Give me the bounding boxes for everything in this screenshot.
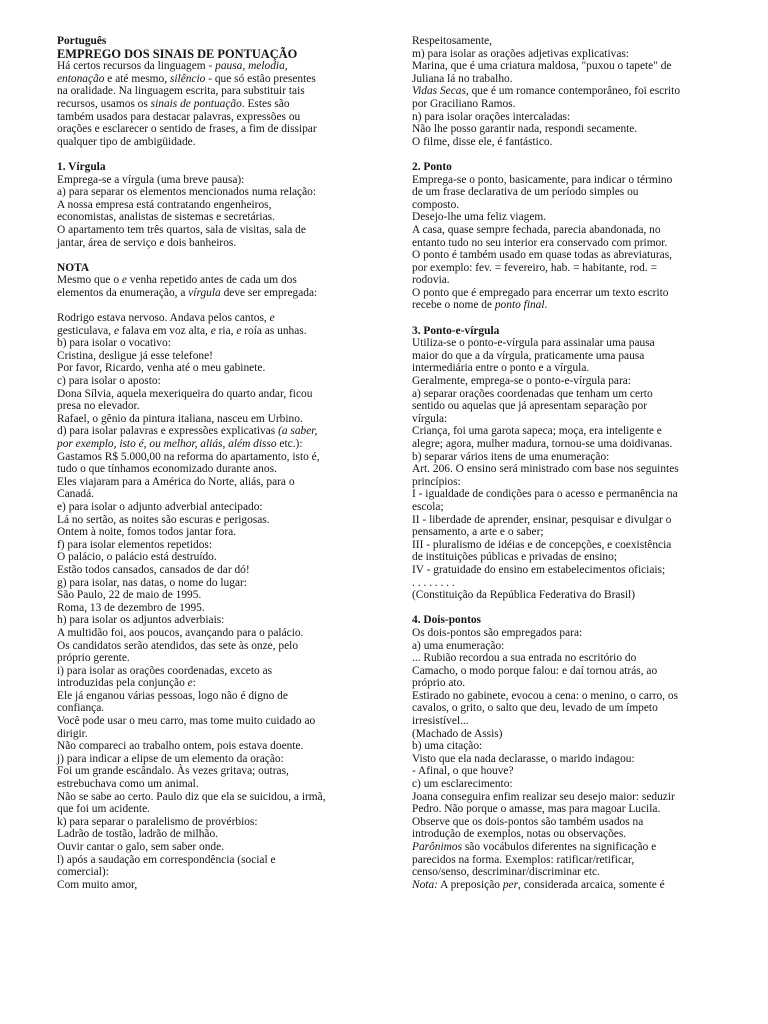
text-line: Desejo-lhe uma feliz viagem.: [412, 211, 547, 224]
text-line: Geralmente, emprega-se o ponto-e-vírgula para:: [412, 375, 631, 388]
text-line: f) para isolar elementos repetidos:: [57, 538, 212, 551]
text-line: princípios:: [412, 475, 461, 488]
section-title-ponto: 2. Ponto: [412, 160, 452, 173]
text-line: Criança, foi uma garota sapeca; moça, era inteligente e: [412, 425, 662, 438]
text-line: O palácio, o palácio está destruído.: [57, 551, 217, 564]
section-title-ponto-e-virgula: 3. Ponto-e-vírgula: [412, 324, 500, 337]
text-line: parecidos na forma. Exemplos: ratificar/retificar,: [412, 853, 635, 866]
text-line: O ponto que é empregado para encerrar um texto escrito: [412, 286, 669, 299]
intro-line: Há certos recursos da linguagem - pausa, melodia,: [57, 60, 288, 73]
text-line: Utiliza-se o ponto-e-vírgula para assinalar uma pausa: [412, 337, 655, 350]
text-line: . . . . . . . .: [412, 576, 455, 589]
text-line: l) após a saudação em correspondência (social e: [57, 853, 276, 866]
intro-line: também usados para destacar palavras, expressões ou: [57, 110, 301, 123]
text-line: IV - gratuidade do ensino em estabelecimentos oficiais;: [412, 563, 666, 576]
text-line: Marina, que é uma criatura maldosa, "puxou o tapete" de: [412, 60, 672, 73]
section-title-dois-pontos: 4. Dois-pontos: [412, 614, 481, 627]
section-virgula-body: [57, 174, 357, 250]
intro-line: recursos, usamos os sinais de pontuação. Estes são: [57, 97, 290, 110]
text-line: entanto tudo no seu interior era conservado com primor.: [412, 236, 668, 249]
text-line: Ele já enganou várias pessoas, logo não é digno de: [57, 689, 288, 702]
text-line: escola;: [412, 500, 444, 513]
text-line: Com muito amor,: [57, 878, 138, 891]
text-line: Estirado no gabinete, evocou a cena: o menino, o carro, os: [412, 689, 679, 702]
text-line: Emprega-se o ponto, basicamente, para indicar o término: [412, 173, 673, 186]
text-line: presa no elevador.: [57, 400, 140, 413]
intro-paragraph: [57, 60, 357, 148]
text-line: - Afinal, o que houve?: [412, 765, 514, 778]
text-line: cavalos, o grito, o salto que deu, levado de um ímpeto: [412, 702, 658, 715]
text-line: de instituições públicas e privadas de ensino;: [412, 551, 617, 564]
text-line: O ponto é também usado em quase todas as abreviaturas,: [412, 249, 673, 262]
text-line: e) para isolar o adjunto adverbial antecipado:: [57, 500, 263, 513]
text-line: Você pode usar o meu carro, mas tome muito cuidado ao: [57, 715, 316, 728]
text-line: g) para isolar, nas datas, o nome do lugar:: [57, 576, 247, 589]
text-line: jantar, área de serviço e dois banheiros.: [57, 236, 237, 249]
intro-line: qualquer tipo de ambigüidade.: [57, 135, 196, 148]
subject-label: Português: [57, 35, 107, 47]
virgula-continued: [412, 35, 712, 148]
page-title: EMPREGO DOS SINAIS DE PONTUAÇÃO: [57, 46, 298, 61]
text-line: Parônimos são vocábulos diferentes na significação e: [412, 841, 657, 853]
text-line: tudo o que tínhamos economizado durante anos.: [57, 463, 277, 476]
text-line: n) para isolar orações intercaladas:: [412, 110, 571, 123]
text-line: Canadá.: [57, 488, 95, 501]
text-line: por exemplo, isto é, ou melhor, aliás, além disso etc.):: [57, 438, 303, 450]
text-line: Observe que os dois-pontos são também usados na: [412, 815, 644, 828]
section-title-virgula: 1. Vírgula: [57, 160, 106, 173]
text-line: d) para isolar palavras e expressões explicativas (a saber,: [57, 425, 318, 438]
text-line: Camacho, o modo porque falou: e daí tornou atrás, ao: [412, 664, 658, 677]
text-line: m) para isolar as orações adjetivas explicativas:: [412, 47, 629, 60]
virgula-examples: [57, 312, 357, 891]
text-line: Rodrigo estava nervoso. Andava pelos cantos, e: [57, 312, 275, 325]
text-line: Lá no sertão, as noites são escuras e perigosas.: [57, 513, 270, 526]
text-line: composto.: [412, 198, 460, 211]
text-line: k) para separar o paralelismo de provérbios:: [57, 815, 258, 828]
text-line: Roma, 13 de dezembro de 1995.: [57, 601, 205, 614]
text-line: censo/senso, descriminar/discriminar etc.: [412, 866, 600, 879]
text-line: a) separar orações coordenadas que tenham um certo: [412, 387, 653, 400]
text-line: que foi um acidente.: [57, 803, 150, 816]
text-line: dirigir.: [57, 727, 88, 740]
text-line: Vidas Secas, que é um romance contemporâneo, foi escrito: [412, 85, 681, 98]
nota-line: elementos da enumeração, a vírgula deve ser empregada:: [57, 286, 318, 299]
text-line: Joana conseguira enfim realizar seu desejo maior: seduzir: [412, 790, 675, 803]
text-line: alegre; agora, mulher madura, tornou-se uma doidivanas.: [412, 438, 673, 450]
text-line: confiança.: [57, 702, 105, 715]
nota-line: Mesmo que o e venha repetido antes de cada um dos: [57, 274, 297, 287]
text-line: Gastamos R$ 5.000,00 na reforma do apartamento, isto é,: [57, 450, 320, 463]
text-line: Ontem à noite, fomos todos jantar fora.: [57, 526, 237, 539]
intro-line: entonação e até mesmo, silêncio - que só estão presentes: [57, 72, 316, 85]
text-line: irresistível...: [412, 715, 469, 728]
text-line: pensamento, a arte e o saber;: [412, 526, 544, 539]
text-line: comercial):: [57, 866, 109, 879]
text-line: (Constituição da República Federativa do Brasil): [412, 589, 636, 602]
text-line: A multidão foi, aos poucos, avançando para o palácio.: [57, 626, 304, 639]
text-line: I - igualdade de condições para o acesso e permanência na: [412, 488, 678, 501]
text-line: Nota: A preposição per, considerada arcaica, somente é: [412, 878, 665, 891]
nota-body: [57, 274, 357, 299]
text-line: Pedro. Não porque o amasse, mas para magoar Lucila.: [412, 803, 661, 816]
text-line: por exemplo: fev. = fevereiro, hab. = habitante, rod. =: [412, 261, 657, 274]
text-line: Respeitosamente,: [412, 35, 493, 47]
text-line: de um frase declarativa de um período simples ou: [412, 186, 639, 199]
text-line: c) um esclarecimento:: [412, 778, 513, 791]
section-ponto-body: [412, 174, 712, 313]
text-line: Estão todos cansados, cansados de dar dó!: [57, 563, 250, 576]
text-line: Foi um grande escândalo. Às vezes gritava; outras,: [57, 765, 289, 778]
text-line: a) para separar os elementos mencionados numa relação:: [57, 186, 317, 199]
text-line: Os candidatos serão atendidos, das sete às onze, pelo: [57, 639, 299, 652]
section-ponto-e-virgula-body: [412, 337, 712, 601]
text-line: estrebuchava como um animal.: [57, 778, 199, 791]
text-line: A casa, quase sempre fechada, parecia abandonada, no: [412, 223, 661, 236]
text-line: j) para indicar a elipse de um elemento da oração:: [57, 752, 284, 765]
text-line: i) para isolar as orações coordenadas, exceto as: [57, 664, 273, 677]
text-line: sentido ou aquelas que já apresentam separação por: [412, 400, 647, 413]
text-line: próprio gerente.: [57, 652, 130, 665]
text-line: Art. 206. O ensino será ministrado com base nos seguintes: [412, 463, 679, 476]
text-line: introdução de exemplos, notas ou observações.: [412, 828, 627, 841]
text-line: O apartamento tem três quartos, sala de visitas, sala de: [57, 223, 306, 236]
section-dois-pontos-body: [412, 627, 712, 891]
right-column: [412, 35, 712, 891]
text-line: Juliana lá no trabalho.: [412, 72, 513, 85]
text-line: O filme, disse ele, é fantástico.: [412, 135, 553, 148]
text-line: Eles viajaram para a América do Norte, aliás, para o: [57, 475, 295, 488]
text-line: São Paulo, 22 de maio de 1995.: [57, 589, 202, 602]
text-line: Cristina, desligue já esse telefone!: [57, 349, 213, 362]
text-line: b) separar vários itens de uma enumeração:: [412, 450, 610, 463]
text-line: intermediária entre o ponto e a vírgula.: [412, 362, 590, 375]
text-line: economistas, analistas de sistemas e secretárias.: [57, 211, 275, 224]
text-line: c) para isolar o aposto:: [57, 375, 161, 388]
text-line: gesticulava, e falava em voz alta, e ria, e roía as unhas.: [57, 324, 307, 337]
text-line: vírgula:: [412, 412, 448, 425]
text-line: (Machado de Assis): [412, 727, 503, 740]
text-line: recebe o nome de ponto final.: [412, 299, 548, 312]
text-line: Rafael, o gênio da pintura italiana, nasceu em Urbino.: [57, 412, 303, 425]
text-line: h) para isolar os adjuntos adverbiais:: [57, 614, 225, 627]
text-line: Ladrão de tostão, ladrão de milhão.: [57, 828, 218, 841]
text-line: Dona Sílvia, aquela mexeriqueira do quarto andar, ficou: [57, 387, 313, 400]
text-line: Emprega-se a vírgula (uma breve pausa):: [57, 173, 245, 186]
text-line: b) uma citação:: [412, 740, 483, 753]
text-line: introduzidas pela conjunção e:: [57, 677, 196, 690]
text-line: maior do que a da vírgula, praticamente uma pausa: [412, 349, 645, 362]
text-line: III - pluralismo de idéias e de concepções, e coexistência: [412, 538, 672, 551]
text-line: Os dois-pontos são empregados para:: [412, 626, 583, 639]
text-line: por Graciliano Ramos.: [412, 97, 516, 110]
text-line: próprio ato.: [412, 677, 466, 690]
nota-title: NOTA: [57, 261, 90, 274]
text-line: II - liberdade de aprender, ensinar, pesquisar e divulgar o: [412, 513, 672, 526]
intro-line: orações e esclarecer o sentido de frases, a fim de dissipar: [57, 123, 317, 136]
text-line: Ouvir cantar o galo, sem saber onde.: [57, 841, 225, 853]
text-line: Não lhe posso garantir nada, respondi secamente.: [412, 123, 638, 136]
text-line: a) uma enumeração:: [412, 639, 505, 652]
text-line: rodovia.: [412, 274, 450, 287]
text-line: ... Rubião recordou a sua entrada no escritório do: [412, 652, 637, 665]
text-line: Por favor, Ricardo, venha até o meu gabinete.: [57, 362, 266, 375]
left-column: [57, 35, 357, 891]
text-line: b) para isolar o vocativo:: [57, 337, 171, 350]
text-line: Visto que ela nada declarasse, o marido indagou:: [412, 752, 635, 765]
text-line: Não se sabe ao certo. Paulo diz que ela se suicidou, a irmã,: [57, 790, 326, 803]
text-line: A nossa empresa está contratando engenheiros,: [57, 198, 272, 211]
text-line: Não compareci ao trabalho ontem, pois estava doente.: [57, 740, 304, 753]
intro-line: na oralidade. Na linguagem escrita, para substituir tais: [57, 85, 305, 98]
